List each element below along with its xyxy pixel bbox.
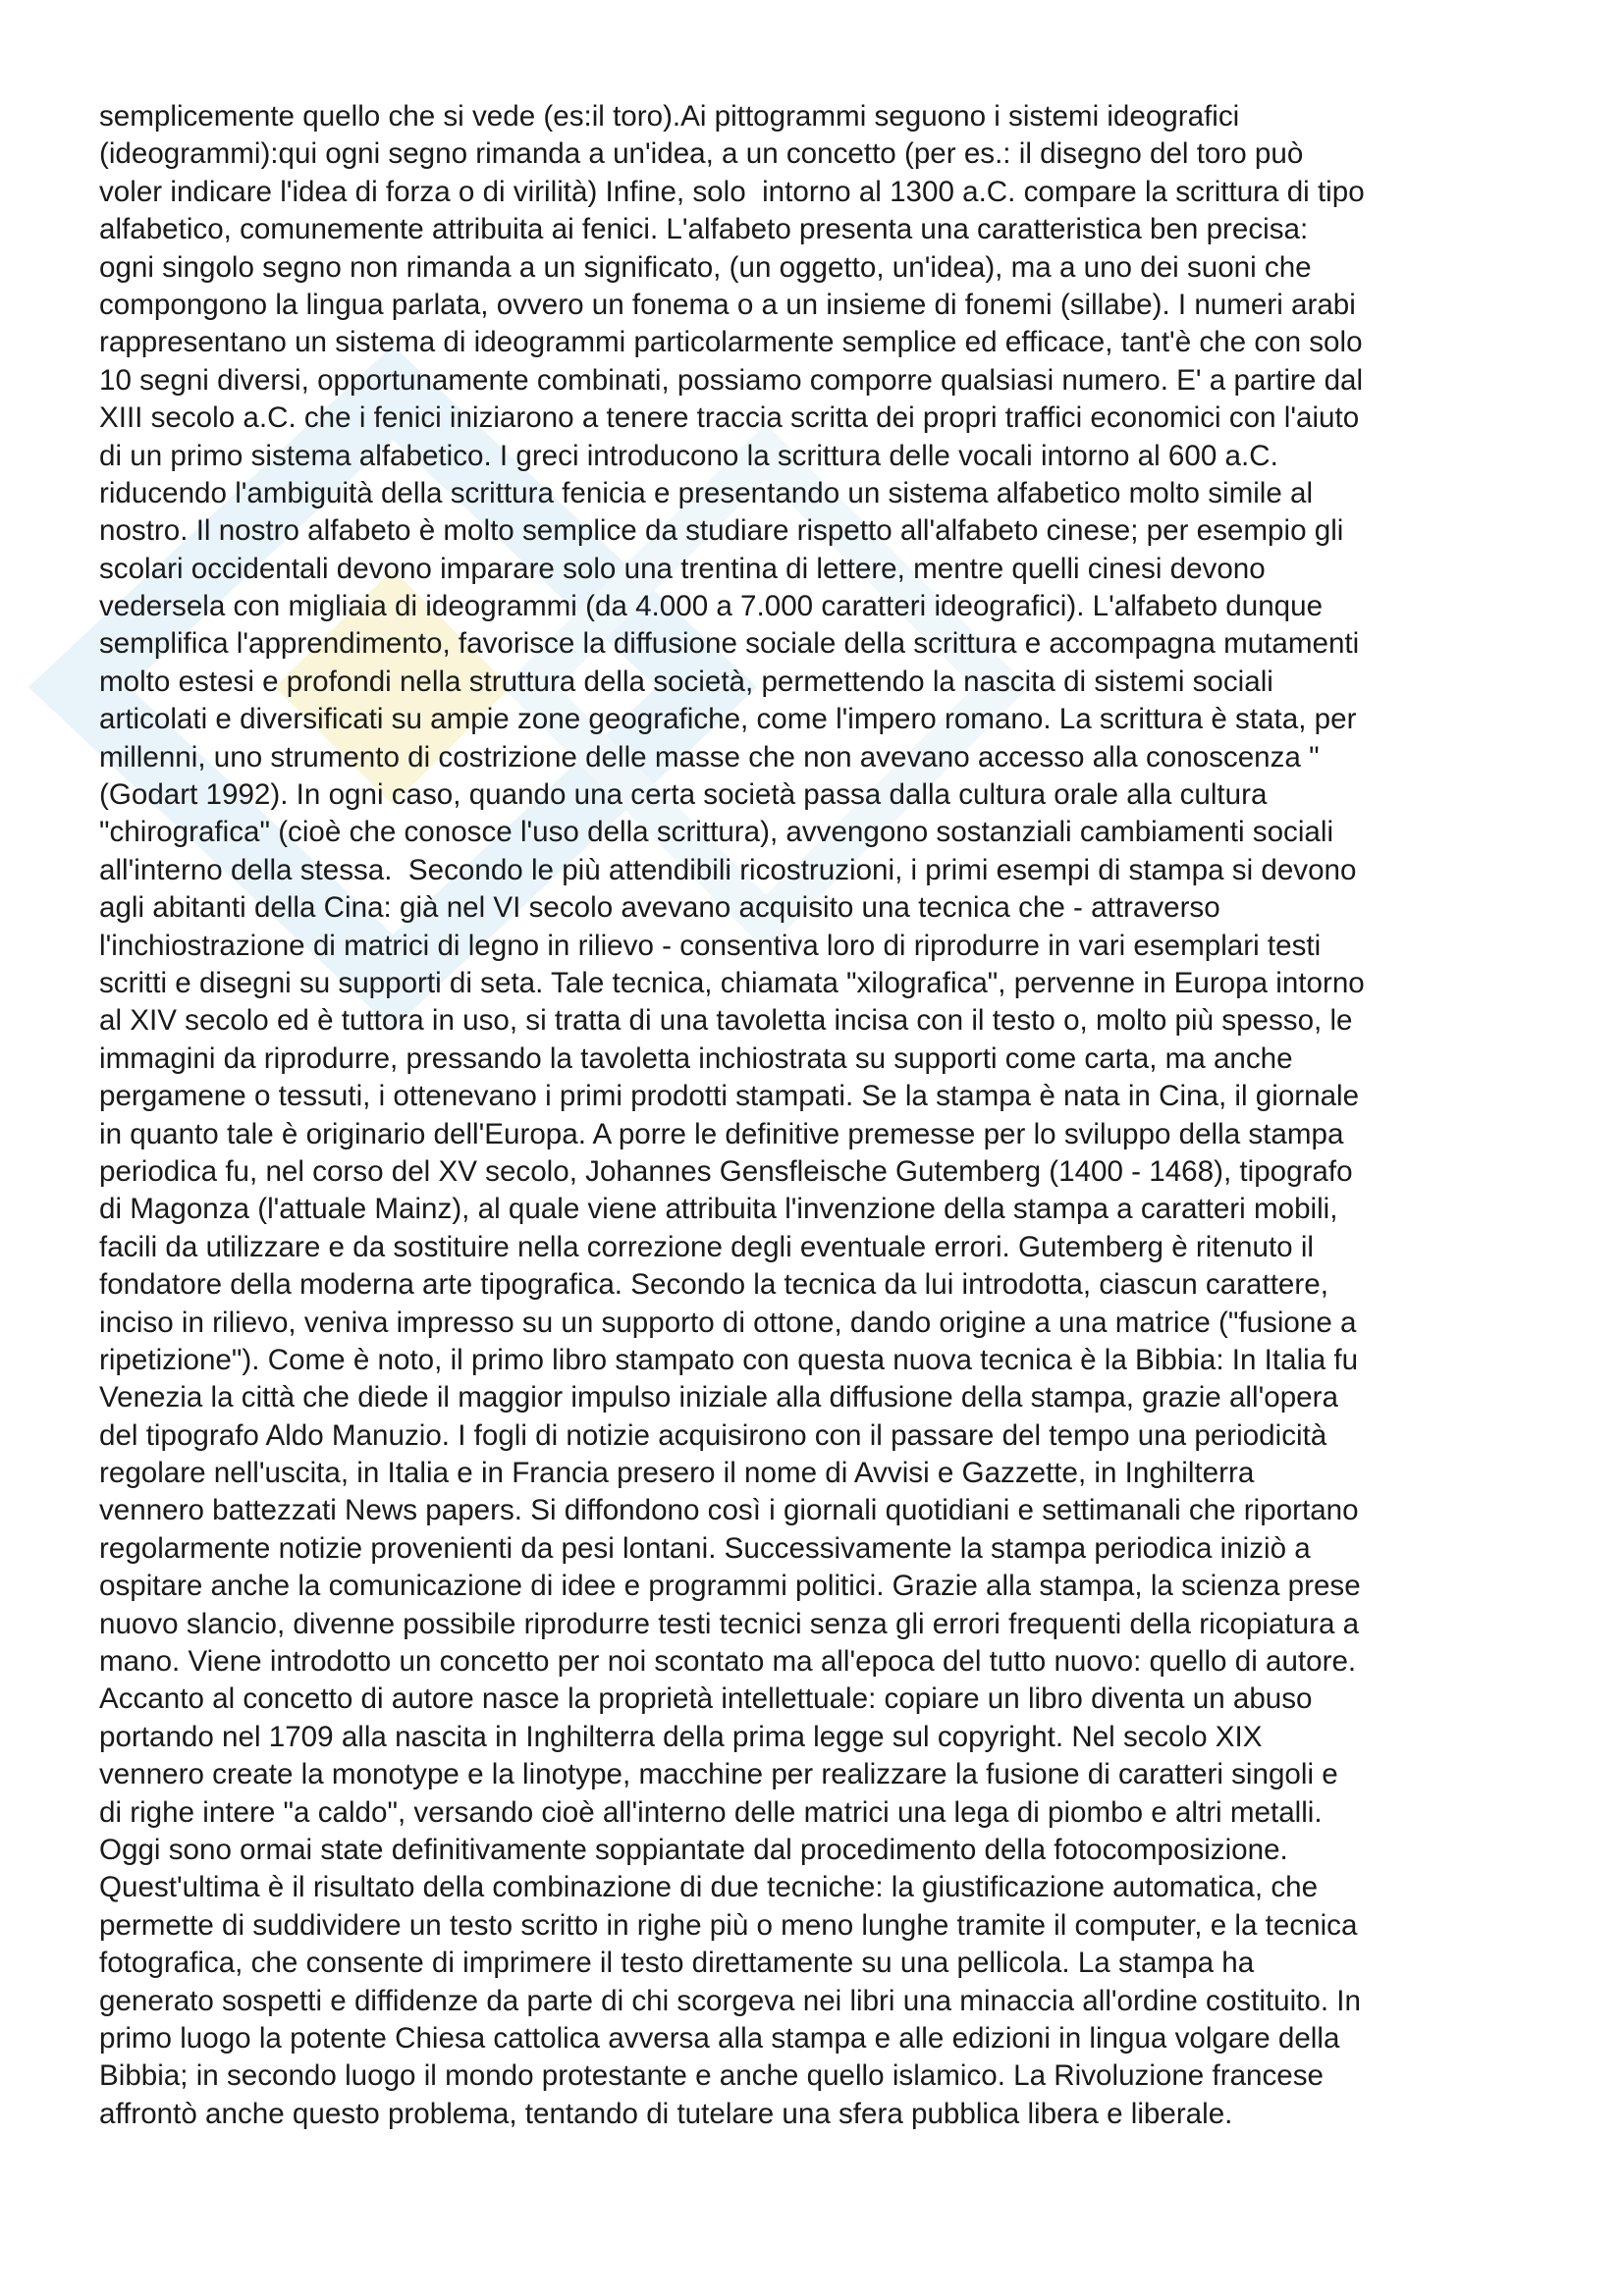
text-line: 10 segni diversi, opportunamente combinati, possiamo comporre qualsiasi numero. E' a partire dal (99, 363, 1364, 397)
text-line: al XIV secolo ed è tuttora in uso, si tratta di una tavoletta incisa con il testo o, molto più spesso, le (99, 1004, 1353, 1038)
text-line: compongono la lingua parlata, ovvero un fonema o a un insieme di fonemi (sillabe). I numeri arabi (99, 288, 1356, 321)
text-line: affrontò anche questo problema, tentando di tutelare una sfera pubblica libera e liberale. (99, 2097, 1233, 2130)
text-line: rappresentano un sistema di ideogrammi particolarmente semplice ed efficace, tant'è che con solo (99, 326, 1363, 359)
text-line: all'interno della stessa. Secondo le più attendibili ricostruzioni, i primi esempi di stampa si devono (99, 853, 1357, 886)
text-line: generato sospetti e diffidenze da parte di chi scorgeva nei libri una minaccia all'ordine costituito. In (99, 1984, 1361, 2017)
text-line: di un primo sistema alfabetico. I greci introducono la scrittura delle vocali intorno al 600 a.C. (99, 439, 1278, 472)
text-line: in quanto tale è originario dell'Europa. A porre le definitive premesse per lo sviluppo della stampa (99, 1117, 1344, 1150)
text-line: portando nel 1709 alla nascita in Inghilterra della prima legge sul copyright. Nel secolo XIX (99, 1720, 1263, 1753)
text-line: articolati e diversificati su ampie zone geografiche, come l'impero romano. La scrittura è stata, per (99, 703, 1357, 736)
text-line: semplicemente quello che si vede (es:il toro).Ai pittogrammi seguono i sistemi ideografici (99, 100, 1240, 133)
text-line: regolarmente notizie provenienti da pesi lontani. Successivamente la stampa periodica iniziò a (99, 1531, 1311, 1565)
text-line: agli abitanti della Cina: già nel VI secolo avevano acquisito una tecnica che - attraverso (99, 891, 1220, 925)
text-line: di Magonza (l'attuale Mainz), al quale viene attribuita l'invenzione della stampa a caratteri mobili, (99, 1193, 1338, 1226)
text-line: permette di suddividere un testo scritto in righe più o meno lunghe tramite il computer, e la tecnica (99, 1908, 1358, 1942)
text-line: ogni singolo segno non rimanda a un significato, (un oggetto, un'idea), ma a uno dei suoni che (99, 250, 1312, 284)
text-line: semplifica l'apprendimento, favorisce la diffusione sociale della scrittura e accompagna mutamenti (99, 627, 1360, 661)
text-line: regolare nell'uscita, in Italia e in Francia presero il nome di Avvisi e Gazzette, in Inghilterra (99, 1457, 1255, 1490)
text-line: l'inchiostrazione di matrici di legno in rilievo - consentiva loro di riprodurre in vari esemplari testi (99, 929, 1322, 962)
text-line: Bibbia; in secondo luogo il mondo protestante e anche quello islamico. La Rivoluzione francese (99, 2059, 1324, 2093)
text-line: nostro. Il nostro alfabeto è molto semplice da studiare rispetto all'alfabeto cinese; per esempio gli (99, 514, 1344, 548)
text-line: riducendo l'ambiguità della scrittura fenicia e presentando un sistema alfabetico molto simile al (99, 476, 1314, 509)
text-line: fondatore della moderna arte tipografica. Secondo la tecnica da lui introdotta, ciascun carattere, (99, 1268, 1328, 1302)
text-line: di righe intere "a caldo", versando cioè all'interno delle matrici una lega di piombo e altri metalli. (99, 1795, 1323, 1829)
text-line: pergamene o tessuti, i ottenevano i primi prodotti stampati. Se la stampa è nata in Cina, il giornale (99, 1080, 1360, 1113)
text-line: (Godart 1992). In ogni caso, quando una certa società passa dalla cultura orale alla cultura (99, 778, 1268, 812)
text-line: "chirografica" (cioè che conosce l'uso della scrittura), avvengono sostanziali cambiamenti sociali (99, 816, 1334, 849)
text-line: voler indicare l'idea di forza o di virilità) Infine, solo intorno al 1300 a.C. compare la scrittura di tipo (99, 175, 1365, 208)
text-line: immagini da riprodurre, pressando la tavoletta inchiostrata su supporti come carta, ma anche (99, 1041, 1293, 1075)
text-line: facili da utilizzare e da sostituire nella correzione degli eventuale errori. Gutemberg è ritenuto il (99, 1230, 1314, 1263)
text-line: ripetizione"). Come è noto, il primo libro stampato con questa nuova tecnica è la Bibbia: In Italia fu (99, 1343, 1359, 1376)
text-line: Accanto al concetto di autore nasce la proprietà intellettuale: copiare un libro diventa un abuso (99, 1682, 1313, 1716)
text-line: Quest'ultima è il risultato della combinazione di due tecniche: la giustificazione automatica, che (99, 1871, 1319, 1904)
text-line: fotografica, che consente di imprimere il testo direttamente su una pellicola. La stampa ha (99, 1947, 1255, 1980)
text-line: XIII secolo a.C. che i fenici iniziarono a tenere traccia scritta dei propri traffici economici con l'aiuto (99, 401, 1360, 435)
text-line: (ideogrammi):qui ogni segno rimanda a un'idea, a un concetto (per es.: il disegno del toro può (99, 137, 1304, 171)
text-line: scritti e disegni su supporti di seta. Tale tecnica, chiamata "xilografica", pervenne in Europa intorno (99, 966, 1365, 999)
text-line: vedersela con migliaia di ideogrammi (da 4.000 a 7.000 caratteri ideografici). L'alfabeto dunque (99, 590, 1324, 623)
text-line: primo luogo la potente Chiesa cattolica avversa alla stampa e alle edizioni in lingua volgare della (99, 2021, 1340, 2055)
text-line: nuovo slancio, divenne possibile riprodurre testi tecnici senza gli errori frequenti della ricopiatura a (99, 1607, 1360, 1640)
text-line: Oggi sono ormai state definitivamente soppiantate dal procedimento della fotocomposizione. (99, 1833, 1288, 1866)
text-line: Venezia la città che diede il maggior impulso iniziale alla diffusione della stampa, grazie all'opera (99, 1381, 1338, 1415)
text-line: inciso in rilievo, veniva impresso su un supporto di ottone, dando origine a una matrice ("fusione a (99, 1306, 1357, 1339)
text-line: alfabetico, comunemente attribuita ai fenici. L'alfabeto presenta una caratteristica ben precisa: (99, 213, 1309, 246)
text-line: vennero battezzati News papers. Si diffondono così i giornali quotidiani e settimanali che riportano (99, 1494, 1359, 1527)
text-line: mano. Viene introdotto un concetto per noi scontato ma all'epoca del tutto nuovo: quello di autore. (99, 1645, 1357, 1679)
text-line: molto estesi e profondi nella struttura della società, permettendo la nascita di sistemi sociali (99, 665, 1273, 698)
text-line: del tipografo Aldo Manuzio. I fogli di notizie acquisirono con il passare del tempo una periodicità (99, 1418, 1327, 1452)
text-line: millenni, uno strumento di costrizione delle masse che non avevano accesso alla conoscenza " (99, 740, 1320, 774)
body-text (99, 98, 1542, 2133)
text-line: ospitare anche la comunicazione di idee e programmi politici. Grazie alla stampa, la scienza prese (99, 1570, 1361, 1603)
text-line: vennero create la monotype e la linotype, macchine per realizzare la fusione di caratteri singoli e (99, 1758, 1338, 1791)
text-line: periodica fu, nel corso del XV secolo, Johannes Gensfleische Gutemberg (1400 - 1468), tipografo (99, 1154, 1353, 1188)
text-line: scolari occidentali devono imparare solo una trentina di lettere, mentre quelli cinesi devono (99, 552, 1266, 585)
